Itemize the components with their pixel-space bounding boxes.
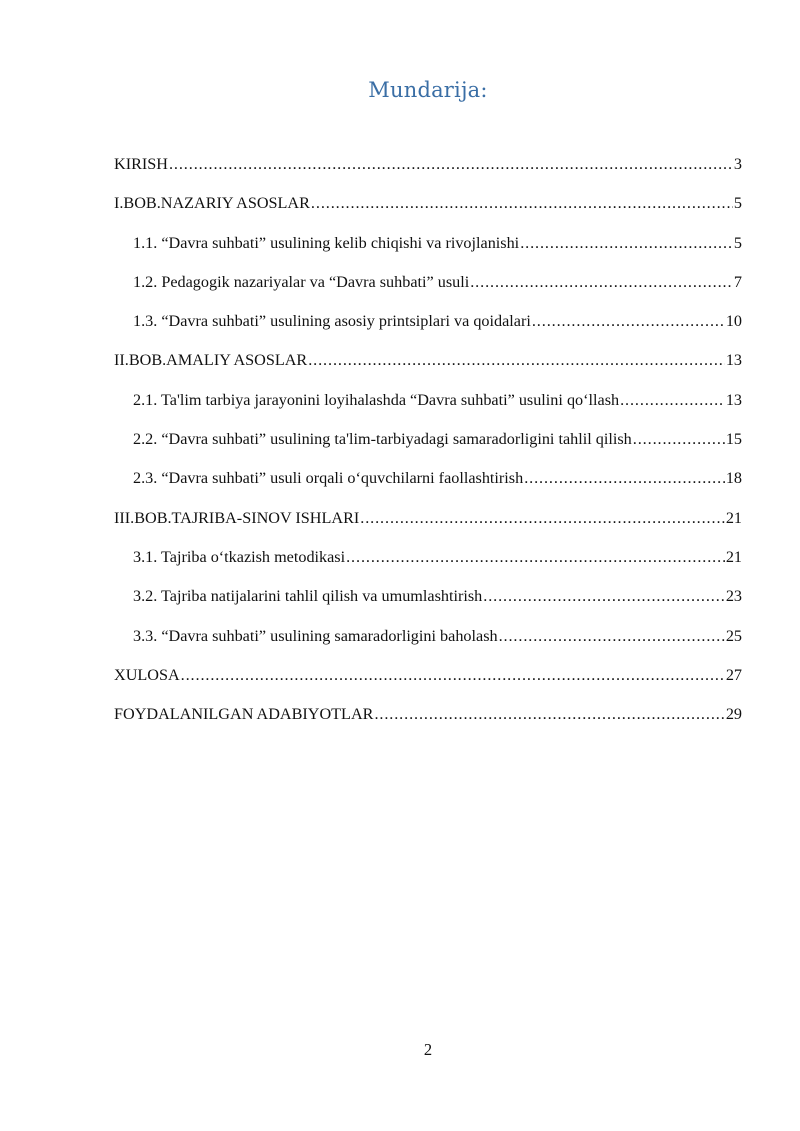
toc-entry-section-2-2[interactable] [114, 425, 742, 464]
toc-leader-dots [483, 582, 725, 610]
toc-entry-section-1-1[interactable] [114, 229, 742, 268]
toc-entry-page: 5 [733, 194, 742, 213]
toc-entry-label: 1.2. Pedagogik nazariyalar va “Davra suhbati” usuli [133, 272, 470, 291]
toc-entry-page: 3 [733, 155, 742, 173]
toc-entry-label: 3.1. Tajriba o‘tkazish metodikasi [133, 547, 346, 566]
toc-entry-page: 27 [725, 665, 742, 684]
page-number: 2 [423, 1040, 433, 1059]
toc-entry-section-3-2[interactable] [114, 582, 742, 621]
toc-entry-label: 2.2. “Davra suhbati” usulining ta'lim-tarbiyadagi samaradorligini tahlil qilish [133, 430, 632, 449]
toc-leader-dots [346, 543, 725, 571]
toc-entry-xulosa[interactable] [114, 661, 742, 700]
toc-entry-page: 29 [725, 705, 742, 724]
toc-entry-label: 1.3. “Davra suhbati” usulining asosiy printsiplari va qoidalari [133, 312, 531, 331]
toc-leader-dots [360, 504, 725, 532]
toc-entry-page: 10 [725, 312, 742, 331]
toc-entry-page: 18 [725, 469, 742, 488]
toc-entry-section-1-2[interactable] [114, 268, 742, 307]
toc-entry-label: 3.2. Tajriba natijalarini tahlil qilish va umumlashtirish [133, 587, 483, 606]
toc-leader-dots [532, 307, 725, 335]
toc-leader-dots [499, 622, 725, 650]
toc-title: Mundarija: [368, 78, 488, 102]
toc-entry-label: 3.3. “Davra suhbati” usulining samaradorligini baholash [133, 626, 498, 645]
toc-leader-dots [524, 464, 725, 492]
toc-entry-references[interactable] [114, 700, 742, 739]
toc-entry-page: 13 [725, 351, 742, 370]
toc-leader-dots [620, 386, 725, 414]
toc-entry-chapter-1[interactable] [114, 189, 742, 228]
toc-entry-section-3-1[interactable] [114, 543, 742, 582]
toc-entry-label: 1.1. “Davra suhbati” usulining kelib chiqishi va rivojlanishi [133, 233, 520, 252]
toc-entry-page: 13 [725, 390, 742, 409]
toc-entry-label: 2.3. “Davra suhbati” usuli orqali o‘quvchilarni faollashtirish [133, 469, 524, 488]
toc-leader-dots [470, 268, 733, 296]
toc-leader-dots [520, 229, 733, 257]
toc-entry-section-2-1[interactable] [114, 386, 742, 425]
toc-entry-page: 15 [725, 430, 742, 449]
toc-leader-dots [374, 700, 724, 728]
toc-leader-dots [169, 150, 733, 178]
toc-entry-section-2-3[interactable] [114, 464, 742, 503]
toc-entry-page: 7 [733, 272, 742, 291]
toc-entry-section-1-3[interactable] [114, 307, 742, 346]
toc-entry-label: 2.1. Ta'lim tarbiya jarayonini loyihalashda “Davra suhbati” usulini qo‘llash [133, 390, 620, 409]
toc-entry-label: I.BOB.NAZARIY ASOSLAR [114, 194, 310, 213]
toc-entry-chapter-3[interactable] [114, 504, 742, 543]
toc-entry-label: FOYDALANILGAN ADABIYOTLAR [114, 705, 374, 724]
toc-leader-dots [633, 425, 725, 453]
toc-entry-label: III.BOB.TAJRIBA-SINOV ISHLARI [114, 508, 360, 527]
toc-entry-label: KIRISH [114, 155, 168, 173]
toc-entry-page: 21 [725, 547, 742, 566]
toc-entry-kirish[interactable] [114, 150, 742, 189]
toc-entry-section-3-3[interactable] [114, 622, 742, 661]
toc-entry-page: 23 [725, 587, 742, 606]
toc-entry-page: 25 [725, 626, 742, 645]
toc-entry-label: XULOSA [114, 665, 180, 684]
toc-leader-dots [311, 189, 733, 217]
toc-leader-dots [181, 661, 725, 689]
toc-entry-page: 21 [725, 508, 742, 527]
toc-entry-label: II.BOB.AMALIY ASOSLAR [114, 351, 308, 370]
toc-entry-page: 5 [733, 233, 742, 252]
toc-entry-chapter-2[interactable] [114, 346, 742, 385]
table-of-contents [114, 150, 742, 739]
toc-leader-dots [308, 346, 725, 374]
